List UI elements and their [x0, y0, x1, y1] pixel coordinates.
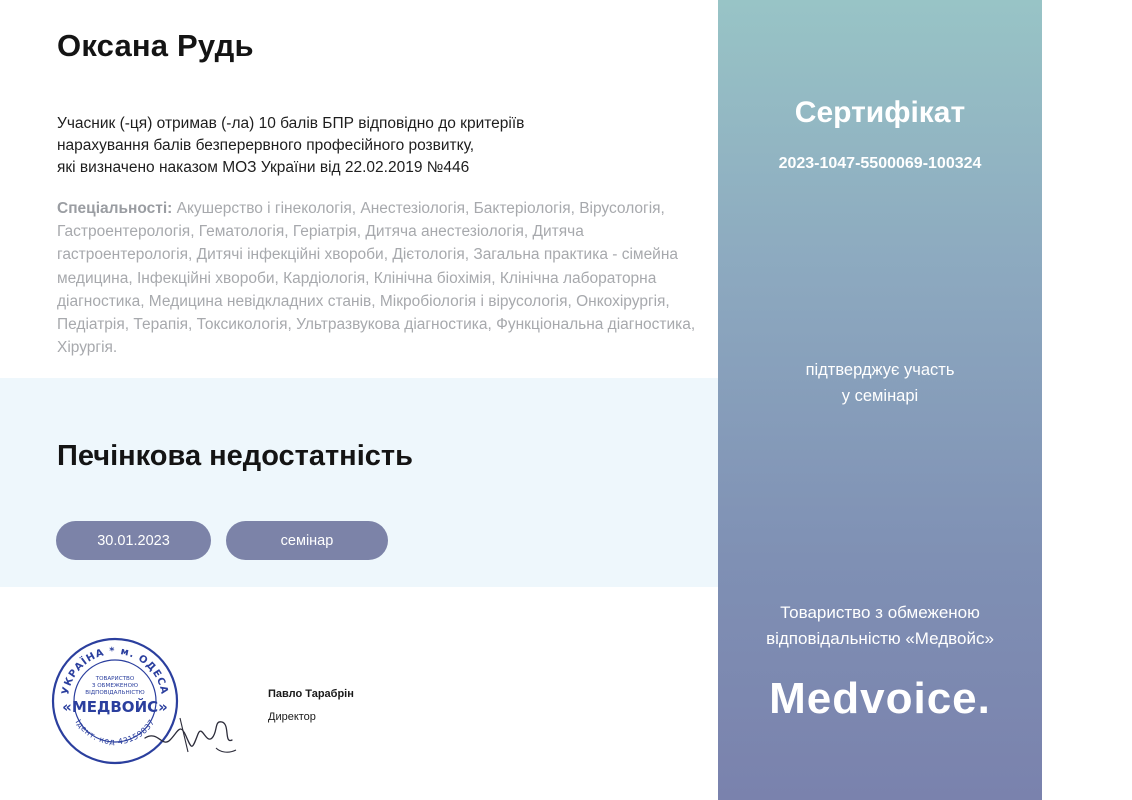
stamp-bottom-text: Ідент. код 43159837	[73, 717, 157, 747]
signer-name: Павло Тарабрін	[268, 688, 354, 700]
description-line: нарахування балів безперервного професійного розвитку,	[57, 137, 475, 154]
organization-name	[718, 600, 1042, 652]
confirmation-line: у семінарі	[841, 387, 919, 405]
stamp-inner-line: ТОВАРИСТВО	[95, 676, 135, 682]
specialties-list	[57, 197, 702, 359]
signature-graphic	[140, 700, 240, 760]
medvoice-logo: Medvoice.	[769, 674, 991, 723]
certificate-number: 2023-1047-5500069-100324	[778, 155, 982, 172]
stamp-inner-line: З ОБМЕЖЕНОЮ	[91, 683, 139, 689]
stamp-center-text: «МЕДВОЙС»	[62, 698, 168, 716]
stamp-outer-text: УКРАЇНА * м. ОДЕСА	[60, 645, 170, 696]
organization-line: Товариство з обмеженою	[780, 603, 980, 622]
specialties-text: Акушерство і гінекологія, Анестезіологія, Бактеріологія, Вірусологія, Гастроентерологія, Гематологія, Геріатрія, Дитяча анестезіологія, Дитяча гастроентерологія, Дитячі інфекційні хвороби, Дієтологія, Загальна практика - сімейна медицина, Інфекційні хвороби, Кардіологія, Клінічна біохімія, Клінічна лабораторна діагностика, Медицина невідкладних станів, Мікробіологія і вірусологія, Онкохірургія, Педіатрія, Терапія, Токсикологія, Ультразвукова діагностика, Функціональна діагностика, Хірургія.	[57, 200, 696, 357]
organization-line: відповідальністю «Медвойс»	[766, 629, 994, 648]
signer-role: Директор	[268, 711, 316, 723]
event-type-badge: семінар	[226, 521, 388, 560]
recipient-name: Оксана Рудь	[57, 28, 254, 63]
credit-description	[57, 113, 697, 179]
certificate-title: Сертифікат	[794, 96, 966, 129]
event-date-badge: 30.01.2023	[56, 521, 211, 560]
stamp-inner-line: ВІДПОВІДАЛЬНІСТЮ	[85, 690, 145, 696]
specialties-label: Спеціальності:	[57, 200, 173, 217]
event-title: Печінкова недостатність	[57, 440, 413, 472]
description-line: Учасник (-ця) отримав (-ла) 10 балів БПР відповідно до критеріїв	[57, 115, 525, 132]
certificate-side-panel	[718, 0, 1042, 800]
participation-confirmation	[718, 357, 1042, 409]
right-margin	[1042, 0, 1132, 800]
description-line: які визначено наказом МОЗ України від 22.02.2019 №446	[57, 159, 470, 176]
confirmation-line: підтверджує участь	[805, 361, 955, 379]
